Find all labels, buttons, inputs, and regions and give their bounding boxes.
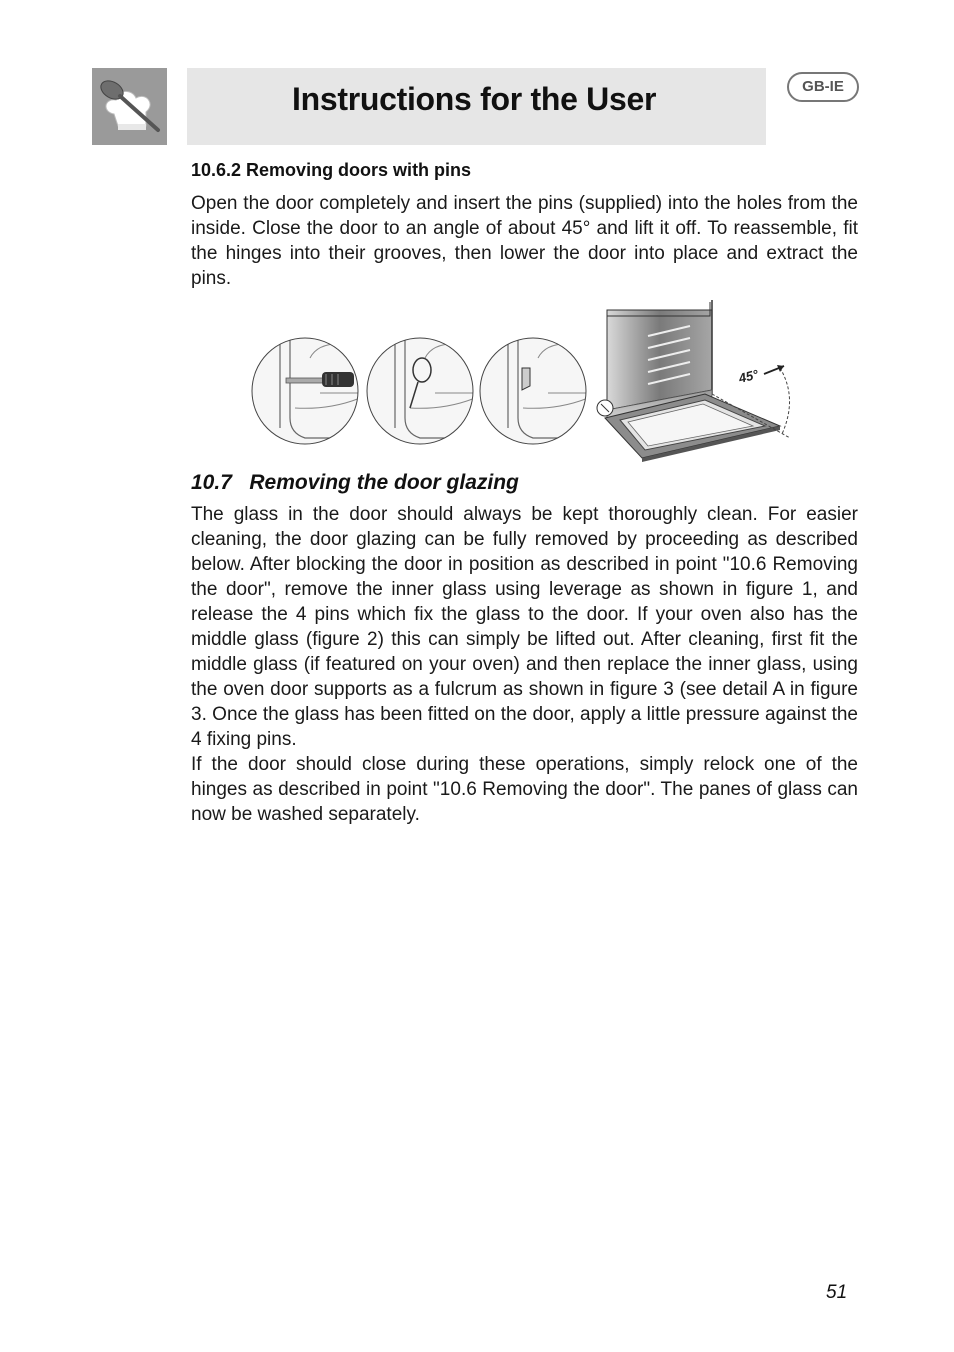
page-title: Instructions for the User: [292, 81, 657, 117]
section-heading-10-7: 10.7 Removing the door glazing: [191, 471, 519, 494]
section-10-6-2-body: Open the door completely and insert the pins (supplied) into the holes from the inside. Close the door to an angle of about 45° and lift it off. To reassemble, fit the hinges into their grooves, then lower the door into place and extract the pins.: [191, 193, 858, 289]
header-bar: [187, 68, 766, 145]
angle-label: 45°: [737, 366, 760, 386]
spoon-chef-hat-icon: [92, 68, 167, 145]
language-badge: GB-IE: [787, 72, 859, 102]
brand-logo: [92, 68, 167, 145]
detail-circle-3: [478, 336, 588, 446]
section-heading-10-6-2: 10.6.2 Removing doors with pins: [191, 160, 472, 180]
section-10-7-paragraph-1: The glass in the door should always be kept thoroughly clean. For easier cleaning, the door glazing can be fully removed by proceeding as described below. After blocking the door in position as described in point "10.6 Removing the door", remove the inner glass using leverage as shown in figure 1, and release the 4 pins which fix the glass to the door. If your oven also has the middle glass (figure 2) this can simply be lifted out. After cleaning, first fit the middle glass (if featured on your oven) and then replace the inner glass, using the oven door supports as a fulcrum as shown in figure 3 (see detail A in figure 3. Once the glass has been fitted on the door, apply a little pressure against the 4 fixing pins.: [191, 504, 858, 750]
detail-circle-1: [250, 336, 360, 446]
door-removal-figure: [250, 298, 810, 463]
section-10-7-paragraph-2: If the door should close during these operations, simply relock one of the hinges as described in point "10.6 Removing the door". The panes of glass can now be washed separately.: [191, 754, 858, 825]
page-number: 51: [826, 1282, 848, 1303]
detail-circle-2: [365, 336, 475, 446]
door-removal-illustration: [250, 298, 810, 463]
